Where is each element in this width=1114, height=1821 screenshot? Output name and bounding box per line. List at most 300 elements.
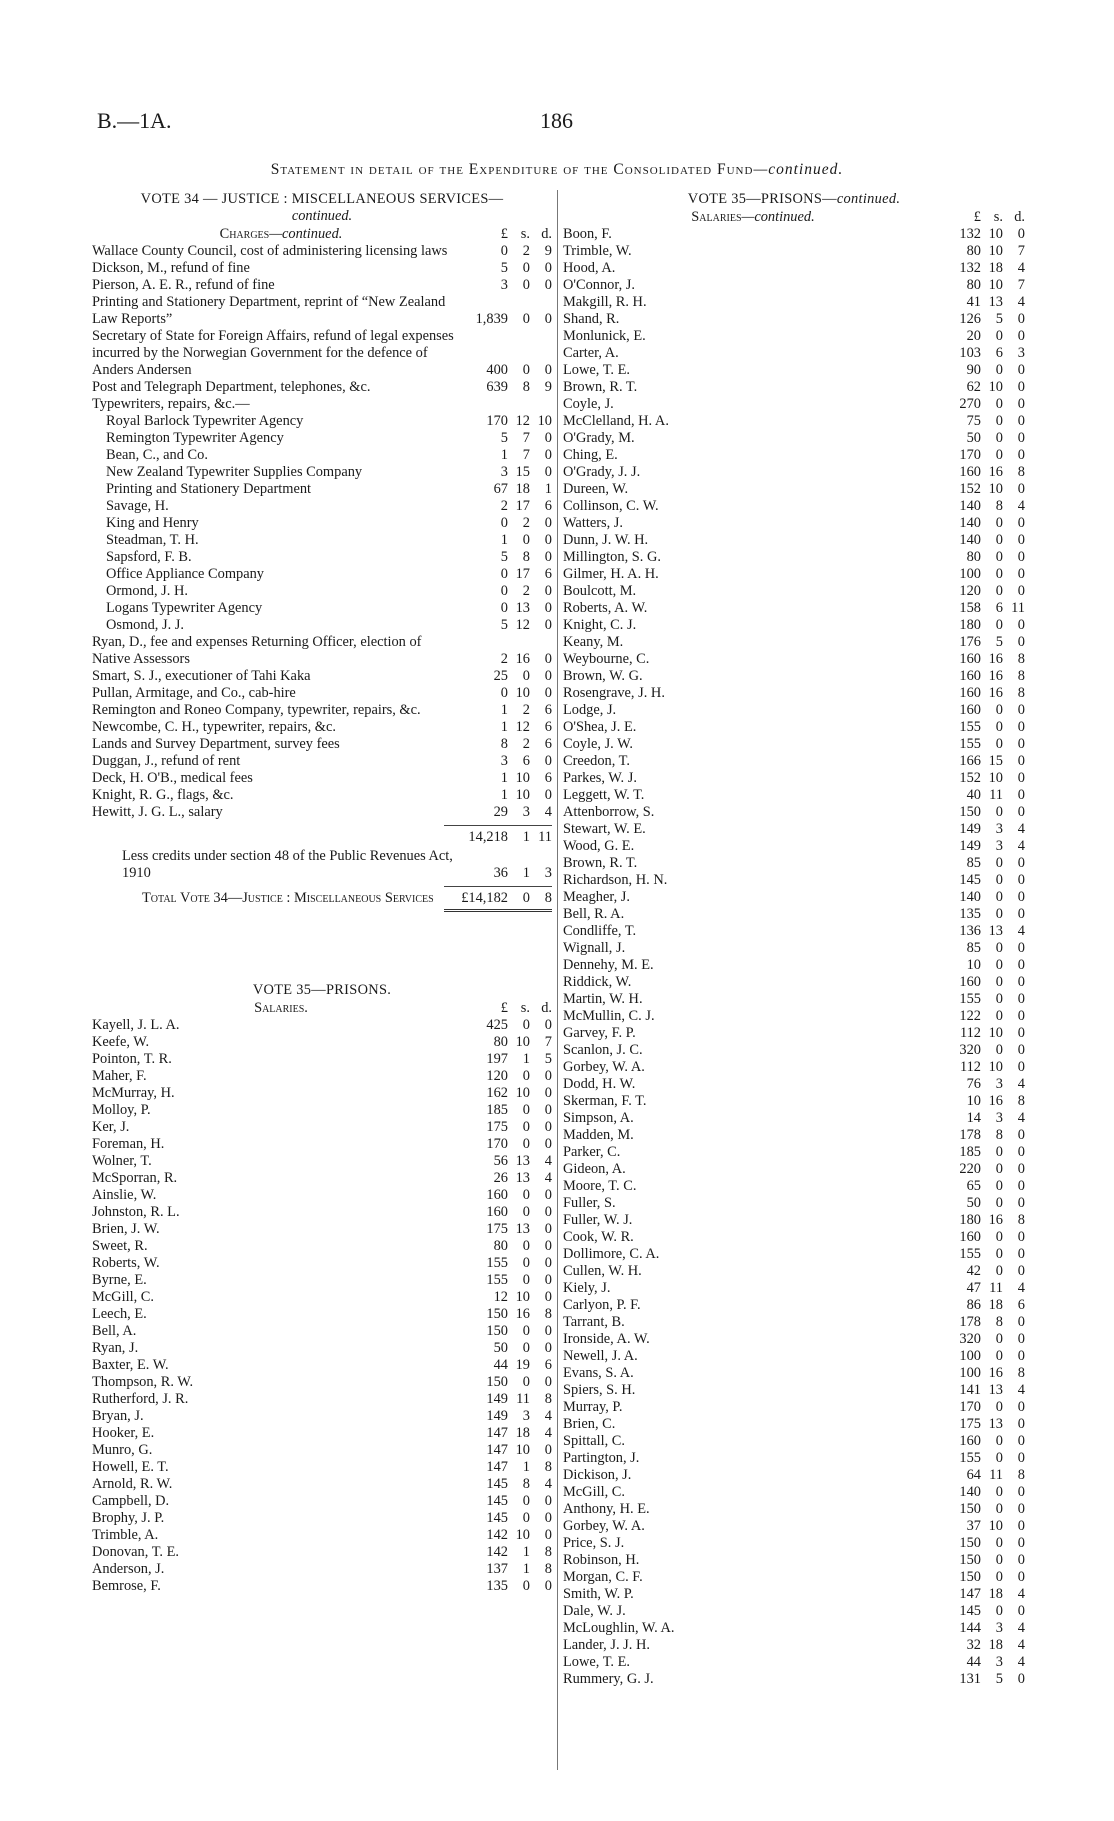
vote35-left-items: [92, 1017, 552, 1595]
amount-pounds: 25: [493, 668, 508, 684]
row-amount: [929, 1008, 1025, 1025]
row-amount: [456, 1357, 552, 1374]
amount-shillings: 0: [995, 566, 1003, 582]
row-amount: [929, 1297, 1025, 1314]
amount-pence: 8: [1017, 1212, 1025, 1228]
amount-pence: 4: [1017, 1076, 1025, 1092]
row-label: Watters, J.: [563, 515, 623, 531]
total-rule: [444, 886, 552, 887]
row-label: Brown, R. T.: [563, 379, 638, 395]
row-label: Brown, W. G.: [563, 668, 643, 684]
row-label: Bell, R. A.: [563, 906, 625, 922]
row-label: Bryan, J.: [92, 1408, 144, 1424]
row-label: Boulcott, M.: [563, 583, 637, 599]
table-row: [92, 1459, 552, 1476]
table-row: [563, 600, 1025, 617]
row-amount: [929, 1246, 1025, 1263]
row-label: Scanlon, J. C.: [563, 1042, 643, 1058]
row-label: Evans, S. A.: [563, 1365, 634, 1381]
amount-shillings: 16: [515, 1306, 530, 1322]
row-label: Dunn, J. W. H.: [563, 532, 649, 548]
amount-shillings: 11: [989, 1280, 1003, 1296]
row-label: Dickison, J.: [563, 1467, 632, 1483]
row-label: Royal Barlock Typewriter Agency: [106, 413, 304, 429]
row-label: Logans Typewriter Agency: [106, 600, 263, 616]
amount-shillings: 8: [995, 1127, 1003, 1143]
row-label: King and Henry: [106, 515, 199, 531]
amount-pence: 0: [1017, 413, 1025, 429]
amount-pounds: 80: [966, 243, 981, 259]
row-label: Savage, H.: [106, 498, 169, 514]
amount-shillings: 10: [515, 1527, 530, 1543]
row-amount: [456, 1221, 552, 1238]
row-label: Condliffe, T.: [563, 923, 637, 939]
row-label: Partington, J.: [563, 1450, 640, 1466]
table-row: [563, 1450, 1025, 1467]
table-row: [563, 1654, 1025, 1671]
row-amount: [929, 838, 1025, 855]
amount-pence: 4: [544, 1408, 552, 1424]
row-label: Ryan, D., fee and expenses Returning Officer, election of Native Assessors: [92, 634, 422, 667]
row-label: Tarrant, B.: [563, 1314, 625, 1330]
table-row: [92, 277, 552, 294]
amount-shillings: 13: [988, 294, 1003, 310]
row-amount: [456, 1510, 552, 1527]
amount-shillings: 0: [995, 617, 1003, 633]
subtotal-label: [92, 829, 456, 846]
row-label: McGill, C.: [92, 1289, 154, 1305]
amount-pence: 0: [1017, 753, 1025, 769]
amount-pounds: 175: [959, 1416, 981, 1432]
amount-pence: 0: [1017, 1025, 1025, 1041]
row-label: Makgill, R. H.: [563, 294, 647, 310]
table-row: [92, 430, 552, 447]
table-row: [563, 1671, 1025, 1688]
row-label: Anderson, J.: [92, 1561, 165, 1577]
amount-pence: 8: [1017, 685, 1025, 701]
amount-shillings: 7: [522, 447, 530, 463]
amount-pounds: 100: [959, 566, 981, 582]
amount-shillings: 12: [515, 413, 530, 429]
amount-shillings: 10: [988, 1025, 1003, 1041]
amount-pounds: 147: [959, 1586, 981, 1602]
row-label: Arnold, R. W.: [92, 1476, 173, 1492]
table-row: [563, 736, 1025, 753]
amount-pounds: 320: [959, 1331, 981, 1347]
vote34-money-header: [470, 225, 552, 243]
row-amount: [929, 1450, 1025, 1467]
amount-pence: 11: [1011, 600, 1025, 616]
row-label: Smart, S. J., executioner of Tahi Kaka: [92, 668, 311, 684]
amount-pounds: 100: [959, 1348, 981, 1364]
row-label: Madden, M.: [563, 1127, 634, 1143]
table-row: [563, 549, 1025, 566]
amount-pounds: 142: [486, 1544, 508, 1560]
row-label: Parker, C.: [563, 1144, 621, 1160]
row-amount: [456, 277, 552, 294]
row-amount: [929, 328, 1025, 345]
amount-shillings: 0: [522, 1017, 530, 1033]
amount-pounds: 152: [959, 770, 981, 786]
amount-pence: 8: [1017, 651, 1025, 667]
amount-pounds: 80: [493, 1238, 508, 1254]
amount-shillings: 0: [522, 1272, 530, 1288]
row-amount: [456, 804, 552, 821]
row-amount: [929, 855, 1025, 872]
amount-pounds: 1: [500, 532, 508, 548]
amount-shillings: 1: [522, 1459, 530, 1475]
table-row: [92, 1306, 552, 1323]
amount-shillings: 0: [522, 1374, 530, 1390]
row-label: Gorbey, W. A.: [563, 1518, 645, 1534]
row-label: Kayell, J. L. A.: [92, 1017, 180, 1033]
amount-pounds: 120: [486, 1068, 508, 1084]
table-row: [563, 413, 1025, 430]
vote34-credit-row: [92, 848, 552, 882]
row-label: McClelland, H. A.: [563, 413, 669, 429]
amount-pence: 0: [1017, 362, 1025, 378]
row-label: McLoughlin, W. A.: [563, 1620, 675, 1636]
amount-pounds: 150: [959, 804, 981, 820]
vote35-heading: VOTE 35—PRISONS.: [252, 982, 392, 998]
row-label: Sweet, R.: [92, 1238, 148, 1254]
amount-shillings: 10: [988, 1518, 1003, 1534]
amount-pounds: 160: [959, 974, 981, 990]
vote35-section-title: Salaries.: [254, 1000, 308, 1016]
amount-pounds: 150: [959, 1535, 981, 1551]
amount-pence: 0: [544, 1493, 552, 1509]
row-label: Attenborrow, S.: [563, 804, 655, 820]
row-amount: [929, 1552, 1025, 1569]
row-amount: [929, 1178, 1025, 1195]
amount-pounds: 80: [493, 1034, 508, 1050]
amount-pounds: 155: [959, 1450, 981, 1466]
row-amount: [456, 362, 552, 379]
table-row: [92, 1527, 552, 1544]
table-row: [563, 617, 1025, 634]
vote34-section-suffix: —continued.: [269, 226, 343, 242]
amount-pounds: 155: [959, 1246, 981, 1262]
vote34-subtotal-row: [92, 829, 552, 846]
table-row: [563, 1348, 1025, 1365]
pounds-header: £: [500, 1000, 508, 1016]
amount-pence: 7: [1017, 277, 1025, 293]
amount-pence: 0: [544, 787, 552, 803]
amount-pence: 0: [1017, 634, 1025, 650]
row-amount: [929, 804, 1025, 821]
row-label: Trimble, A.: [92, 1527, 159, 1543]
amount-pence: 6: [1017, 1297, 1025, 1313]
row-label: O'Grady, M.: [563, 430, 635, 446]
amount-pounds: 50: [966, 1195, 981, 1211]
amount-pence: 6: [544, 702, 552, 718]
row-amount: [456, 1323, 552, 1340]
amount-pounds: 150: [959, 1569, 981, 1585]
row-amount: [456, 1119, 552, 1136]
row-label: Gideon, A.: [563, 1161, 626, 1177]
row-label: Lander, J. J. H.: [563, 1637, 650, 1653]
table-row: [92, 770, 552, 787]
amount-pounds: 145: [959, 1603, 981, 1619]
amount-pence: 0: [1017, 1399, 1025, 1415]
table-row: [92, 379, 552, 396]
table-row: [563, 1025, 1025, 1042]
row-label: Weybourne, C.: [563, 651, 650, 667]
row-label: Byrne, E.: [92, 1272, 147, 1288]
row-amount: [456, 787, 552, 804]
table-row: [563, 294, 1025, 311]
amount-shillings: 0: [995, 447, 1003, 463]
row-amount: [929, 974, 1025, 991]
amount-shillings: 2: [522, 702, 530, 718]
row-amount: [456, 1017, 552, 1034]
amount-shillings: 0: [522, 668, 530, 684]
row-amount: [456, 719, 552, 736]
row-amount: [929, 1212, 1025, 1229]
amount-shillings: 0: [522, 1578, 530, 1594]
row-label: Osmond, J. J.: [106, 617, 184, 633]
table-row: [563, 498, 1025, 515]
amount-shillings: 2: [522, 243, 530, 259]
amount-pence: 0: [1017, 1450, 1025, 1466]
table-row: [92, 1170, 552, 1187]
amount-pence: 0: [1017, 1501, 1025, 1517]
amount-shillings: 16: [988, 1093, 1003, 1109]
table-row: [92, 260, 552, 277]
amount-pence: 0: [1017, 1535, 1025, 1551]
row-label: Garvey, F. P.: [563, 1025, 636, 1041]
left-column: [92, 191, 552, 1595]
amount-shillings: 0: [995, 1246, 1003, 1262]
document-reference: B.—1A.: [97, 108, 172, 133]
row-amount: [929, 294, 1025, 311]
row-label: Deck, H. O'B., medical fees: [92, 770, 253, 786]
row-label: Campbell, D.: [92, 1493, 170, 1509]
row-label: Price, S. J.: [563, 1535, 625, 1551]
amount-pounds: 155: [486, 1272, 508, 1288]
row-amount: [929, 651, 1025, 668]
amount-shillings: 0: [995, 413, 1003, 429]
row-amount: [456, 1408, 552, 1425]
amount-shillings: 10: [988, 1059, 1003, 1075]
amount-pounds: 1,839: [475, 311, 508, 327]
amount-shillings: 17: [515, 498, 530, 514]
amount-pence: 6: [544, 1357, 552, 1373]
amount-pounds: 180: [959, 1212, 981, 1228]
amount-shillings: 0: [995, 1569, 1003, 1585]
table-row: [563, 1501, 1025, 1518]
table-row: [92, 1051, 552, 1068]
amount-shillings: 0: [995, 1501, 1003, 1517]
table-row: [563, 634, 1025, 651]
amount-shillings: 13: [988, 1416, 1003, 1432]
amount-shillings: 16: [988, 1212, 1003, 1228]
table-row: [563, 668, 1025, 685]
table-row: [92, 1323, 552, 1340]
row-label: Hewitt, J. G. L., salary: [92, 804, 223, 820]
amount-pence: 0: [1017, 447, 1025, 463]
amount-shillings: 0: [995, 362, 1003, 378]
amount-pence: 4: [1017, 1654, 1025, 1670]
amount-shillings: 1: [522, 1561, 530, 1577]
amount-shillings: 12: [515, 617, 530, 633]
amount-shillings: 10: [988, 770, 1003, 786]
amount-shillings: 10: [515, 685, 530, 701]
amount-pounds: 3: [500, 277, 508, 293]
row-amount: [929, 685, 1025, 702]
amount-shillings: 11: [989, 787, 1003, 803]
row-amount: [929, 1059, 1025, 1076]
amount-shillings: 0: [995, 906, 1003, 922]
row-label: Keany, M.: [563, 634, 624, 650]
amount-pence: 6: [544, 498, 552, 514]
row-amount: [929, 1569, 1025, 1586]
amount-pence: 0: [1017, 1671, 1025, 1687]
amount-shillings: 0: [522, 1255, 530, 1271]
row-amount: [456, 1272, 552, 1289]
row-label: Typewriters, repairs, &c.—: [92, 396, 250, 412]
row-amount: [456, 549, 552, 566]
amount-shillings: 0: [522, 1068, 530, 1084]
row-label: Smith, W. P.: [563, 1586, 634, 1602]
amount-pence: 0: [544, 260, 552, 276]
amount-pence: 0: [544, 1527, 552, 1543]
row-amount: [456, 311, 552, 328]
row-label: Dollimore, C. A.: [563, 1246, 660, 1262]
table-row: [563, 1008, 1025, 1025]
table-row: [92, 1493, 552, 1510]
vote35-right-items: [563, 226, 1025, 1688]
amount-pounds: 170: [959, 1399, 981, 1415]
amount-shillings: 0: [522, 277, 530, 293]
table-row: [563, 1518, 1025, 1535]
row-label: Newcombe, C. H., typewriter, repairs, &c.: [92, 719, 336, 735]
table-row: [563, 1399, 1025, 1416]
amount-shillings: 2: [522, 515, 530, 531]
amount-shillings: 18: [988, 1637, 1003, 1653]
table-row: [563, 651, 1025, 668]
amount-shillings: 0: [522, 890, 530, 906]
table-row: [563, 481, 1025, 498]
amount-shillings: 17: [515, 566, 530, 582]
row-amount: [929, 1416, 1025, 1433]
amount-pence: 0: [1017, 1195, 1025, 1211]
table-row: [92, 719, 552, 736]
amount-pounds: 166: [959, 753, 981, 769]
table-row: [92, 1034, 552, 1051]
table-row: [563, 1433, 1025, 1450]
amount-pounds: 147: [486, 1459, 508, 1475]
table-row: [563, 974, 1025, 991]
table-row: [563, 1416, 1025, 1433]
row-label: Shand, R.: [563, 311, 620, 327]
amount-pence: 0: [544, 1017, 552, 1033]
row-label: Knight, C. J.: [563, 617, 637, 633]
amount-pounds: 197: [486, 1051, 508, 1067]
row-amount: [456, 668, 552, 685]
table-row: [563, 1552, 1025, 1569]
row-label: Robinson, H.: [563, 1552, 640, 1568]
spacer: [92, 912, 552, 982]
row-amount: [456, 1068, 552, 1085]
amount-pounds: 50: [493, 1340, 508, 1356]
row-amount: [456, 498, 552, 515]
row-amount: [929, 1467, 1025, 1484]
table-row: [92, 1272, 552, 1289]
amount-pence: 0: [544, 1068, 552, 1084]
row-amount: [456, 447, 552, 464]
amount-pounds: 62: [966, 379, 981, 395]
amount-shillings: 8: [522, 1476, 530, 1492]
vote34-section-title: [92, 225, 470, 243]
amount-pounds: 135: [486, 1578, 508, 1594]
credit-label: Less credits under section 48 of the Public Revenues Act, 1910: [122, 848, 453, 881]
row-label: Sapsford, F. B.: [106, 549, 192, 565]
amount-shillings: 3: [522, 1408, 530, 1424]
row-amount: [929, 617, 1025, 634]
amount-shillings: 3: [995, 821, 1003, 837]
amount-shillings: 3: [995, 1620, 1003, 1636]
amount-shillings: 0: [522, 532, 530, 548]
amount-pence: 0: [544, 1136, 552, 1152]
row-amount: [456, 651, 552, 668]
row-amount: [456, 1374, 552, 1391]
amount-pounds: 75: [966, 413, 981, 429]
amount-pence: 4: [1017, 1637, 1025, 1653]
row-amount: [456, 1289, 552, 1306]
row-label: Printing and Stationery Department: [106, 481, 312, 497]
amount-pence: 0: [544, 583, 552, 599]
table-row: [92, 328, 552, 379]
table-row: [92, 1561, 552, 1578]
amount-pence: 0: [1017, 1331, 1025, 1347]
amount-pounds: 160: [959, 668, 981, 684]
table-row: [563, 1586, 1025, 1603]
amount-pence: 4: [1017, 1620, 1025, 1636]
table-row: [563, 702, 1025, 719]
amount-pounds: 175: [486, 1119, 508, 1135]
row-label: Johnston, R. L.: [92, 1204, 180, 1220]
amount-pence: 8: [1017, 1093, 1025, 1109]
table-row: [563, 1161, 1025, 1178]
row-amount: [929, 311, 1025, 328]
amount-shillings: 0: [995, 974, 1003, 990]
vote34-section-row: [92, 225, 552, 243]
amount-pounds: 2: [500, 498, 508, 514]
table-row: [563, 226, 1025, 243]
amount-shillings: 2: [522, 583, 530, 599]
row-label: Pierson, A. E. R., refund of fine: [92, 277, 275, 293]
amount-shillings: 0: [995, 430, 1003, 446]
amount-pounds: 170: [486, 1136, 508, 1152]
amount-shillings: 5: [995, 1671, 1003, 1687]
row-label: Keefe, W.: [92, 1034, 150, 1050]
amount-shillings: 0: [995, 957, 1003, 973]
row-amount: [929, 821, 1025, 838]
amount-pounds: 175: [486, 1221, 508, 1237]
row-label: Office Appliance Company: [106, 566, 264, 582]
table-row: [563, 1229, 1025, 1246]
shillings-header: s.: [520, 1000, 530, 1016]
row-label: Skerman, F. T.: [563, 1093, 647, 1109]
amount-shillings: 0: [995, 1161, 1003, 1177]
amount-pounds: 5: [500, 617, 508, 633]
amount-pounds: 155: [486, 1255, 508, 1271]
amount-pounds: 155: [959, 736, 981, 752]
amount-pence: 0: [1017, 1314, 1025, 1330]
row-amount: [456, 1306, 552, 1323]
row-label: Brien, J. W.: [92, 1221, 160, 1237]
